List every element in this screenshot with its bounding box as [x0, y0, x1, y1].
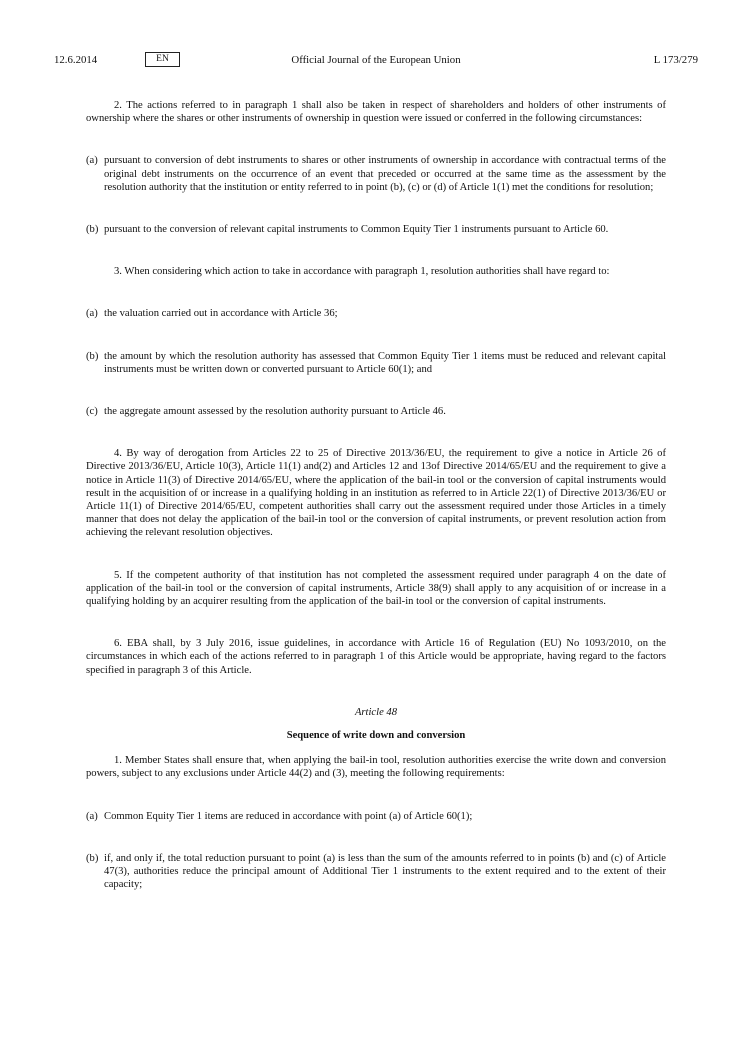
journal-title: Official Journal of the European Union: [291, 54, 461, 66]
item-text: the amount by which the resolution authority has assessed that Common Equity Tier 1 items must be reduced and relevant capital instruments must be written down or converted pursuant to Article 60(1); and: [104, 350, 666, 375]
item-text: the aggregate amount assessed by the resolution authority pursuant to Article 46.: [104, 406, 446, 418]
list-item: [86, 223, 666, 236]
document-body: [86, 99, 666, 892]
paragraph-6: 6. EBA shall, by 3 July 2016, issue guidelines, in accordance with Article 16 of Regulation (EU) No 1093/2010, on the circumstances in which each of the actions referred to in paragraph 1 of this Article would be appropriate, having regard to the factors specified in paragraph 3 of this Article.: [86, 638, 666, 676]
publication-date: 12.6.2014: [54, 54, 98, 66]
item-text: pursuant to the conversion of relevant capital instruments to Common Equity Tier 1 instruments pursuant to Article 60.: [104, 224, 609, 236]
list-item: [86, 852, 666, 892]
article-number: Article 48: [354, 706, 398, 718]
list-item: [86, 405, 666, 418]
page-reference: L 173/279: [653, 54, 698, 66]
paragraph-4: 4. By way of derogation from Articles 22 to 25 of Directive 2013/36/EU, the requirement to give a notice in Article 26 of Directive 2013/36/EU, Article 10(3), Article 11(1) and(2) and Articles 12 and 13of Directive 2014/65/EU and the requirement to give a notice in Article 11(3) of Directive 2014/65/EU, where the application of the bail-in tool or the conversion of capital instruments would result in the acquisition of or increase in a qualifying holding in an institution as referred to in Article 22(1) of Directive 2013/36/EU or Article 11(1) of Directive 2014/65/EU, competent authorities shall carry out the assessment required under those Articles in a timely manner that does not delay the application of the bail-in tool or the conversion of capital instruments, or prevent resolution action from achieving the relevant resolution objectives.: [86, 448, 666, 539]
item-text: the valuation carried out in accordance with Article 36;: [104, 308, 338, 320]
item-label: (b): [86, 350, 99, 362]
item-text: if, and only if, the total reduction pursuant to point (a) is less than the sum of the amounts referred to in points (b) and (c) of Article 47(3), authorities reduce the principal amount of Additional Tier 1 instruments to the extent required and to the extent of their capacity;: [104, 852, 666, 891]
paragraph-2: 2. The actions referred to in paragraph 1 shall also be taken in respect of shareholders and holders of other instruments of ownership where the shares or other instruments of ownership in question were issued or conferred in the following circumstances:: [86, 100, 666, 125]
list-item: [86, 810, 666, 823]
list-item: [86, 307, 666, 320]
item-label: (a): [86, 155, 98, 167]
language-badge: EN: [145, 52, 180, 67]
item-text: Common Equity Tier 1 items are reduced in accordance with point (a) of Article 60(1);: [104, 810, 473, 822]
article-title: Sequence of write down and conversion: [286, 730, 466, 742]
list-item: [86, 154, 666, 194]
item-label: (b): [86, 224, 99, 236]
paragraph-5: 5. If the competent authority of that institution has not completed the assessment required under paragraph 4 on the date of application of the bail-in tool or the conversion of capital instruments, Article 38(9) shall apply to any acquisition of or increase in a qualifying holding by an acquirer resulting from the application of the bail-in tool or the conversion of capital instruments.: [86, 569, 666, 608]
item-text: pursuant to conversion of debt instruments to shares or other instruments of ownership in accordance with contractual terms of the original debt instruments on the occurrence of an event that preceded or occurred at the same time as the assessment by the resolution authority that the institution or entity referred to in point (b), (c) or (d) of Article 1(1) met the conditions for resolution;: [104, 155, 666, 193]
item-label: (b): [86, 852, 99, 864]
paragraph-3: 3. When considering which action to take in accordance with paragraph 1, resolution authorities shall have regard to:: [114, 266, 610, 278]
item-label: (c): [86, 406, 98, 418]
page-header: [54, 52, 698, 68]
item-label: (a): [86, 308, 98, 320]
item-label: (a): [86, 810, 98, 822]
article-paragraph-1: 1. Member States shall ensure that, when applying the bail-in tool, resolution authorities exercise the write down and conversion powers, subject to any exclusions under Article 44(2) and (3), meeting the following requirements:: [86, 755, 666, 780]
list-item: [86, 350, 666, 376]
